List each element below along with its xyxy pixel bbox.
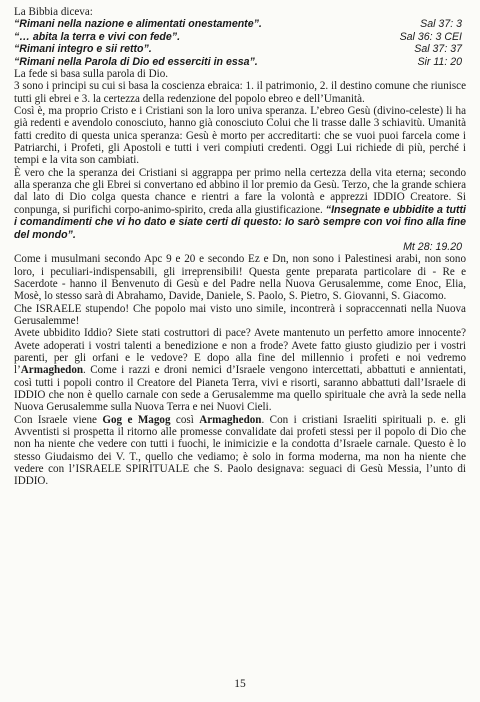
quote-list — [14, 18, 466, 68]
quote-ref: Sal 36: 3 CEI — [399, 30, 462, 43]
paragraph-hope-text: È vero che la speranza dei Cristiani si aggrappa per primo nella certezza della vita eterna; secondo alla speranza che gli Ebrei si convertano ed abbino il lor premio da Gesù. Terzo, che la grande schiera dal lato di Dio colga questa chance e rientri a fare la volontà e apprezzi IDDIO Creatore. Si conpunga, si purifichi corpo-animo-spirito, creda alla giustificazione. — [14, 166, 466, 216]
page-number: 15 — [234, 678, 246, 690]
paragraph-principles: 3 sono i principi su cui si basa la coscienza ebraica: 1. il patrimonio, 2. il destino comune che riunisce tutti gli ebrei e 3. la certezza della redenzione del popolo ebreo e dell’Umanità. — [14, 80, 466, 105]
quote-ref: Sir 11: 20 — [417, 55, 462, 68]
quote-text: “Rimani nella Parola di Dio ed esserciti in essa”. — [14, 55, 258, 68]
quote-ref: Sal 37: 37 — [414, 43, 462, 56]
paragraph-hope — [14, 167, 466, 241]
quote-text: “Rimani nella nazione e alimentati onestamente”. — [14, 18, 262, 31]
quote-row — [14, 18, 466, 30]
paragraph-questions-text-a: Avete ubbidito Iddio? Siete stati costruttori di pace? Avete mantenuto un perfetto amore innocente? Avete adoperati i vostri talenti a benedizione e non a frode? Avete fatto giusto giudizio per i vostri parenti, per gli orfani e le vedove? E dopo alla fine del millennio i profeti e noi vedremo l’ — [14, 327, 466, 377]
paragraph-questions-text-b: . Come i razzi e droni nemici d’Israele vengono intercettati, abbattuti e annientati, così tutti i popoli contro il Creatore del Pianeta Terra, vivi e risorti, saranno abbattuti dall’Israele di IDDIO che non è quello carnale con sede a Gerusalemme ma quello spirituale che avrà la sede nella Nuova Gerusalemme sulla Nuova Terra e nei Nuovi Cieli. — [14, 364, 466, 414]
quote-text: “Rimani integro e sii retto”. — [14, 43, 152, 56]
paragraph-muslims: Come i musulmani secondo Apc 9 e 20 e secondo Ez e Dn, non sono i Palestinesi arabi, non sono loro, i peculiari-indispensabili, gli irreprensibili! Questa gente preparata particolare di - Re e Sacerdote - hanno il Benvenuto di Gesù e del Padre nella Nuova Gerusalemme, come Enoc, Elia, Mosè, lo stesso sarà di Abrahamo, Davide, Daniele, S. Paolo, S. Pietro, S. Giovanni, S. Giacomo. — [14, 253, 466, 303]
header-line: La Bibbia diceva: — [14, 6, 93, 18]
paragraph-faith: La fede si basa sulla parola di Dio. — [14, 68, 169, 81]
quote-row — [14, 43, 466, 55]
paragraph-gog-magog — [14, 414, 466, 488]
matthew-ref: Mt 28: 19.20 — [403, 240, 462, 253]
quote-ref: Sal 37: 3 — [420, 18, 462, 31]
paragraph-christ: Così è, ma proprio Cristo e i Cristiani son la loro univa speranza. L’ebreo Gesù (divino-celeste) li ha già redenti e avendolo conosciuto, hanno già conosciuto Colui che li trasse dalle 3 schiavitù. Umanità fatti credito di questa unica speranza: Gesù è morto per accreditarti: che se vuoi puoi farcela come i Patriarchi, i Profeti, gli Apostoli e tutti i veri compiuti credenti. Oggi Lui richiede di più, perché i tempi e la vita son cambiati. — [14, 105, 466, 167]
armaghedon-term-2: Armaghedon — [199, 413, 262, 426]
gog-magog-term: Gog e Magog — [102, 413, 171, 426]
paragraph-gog-text-a: Con Israele viene — [14, 413, 103, 426]
armaghedon-term: Armaghedon — [20, 364, 84, 377]
paragraph-gog-text-c: . Con i cristiani Israeliti spirituali p. e. gli Avventisti si prospetta il ritorno alle promesse convalidate dai profeti stessi per il popolo di Dio che non ha niente che vedere con tutti i fuochi, le inimicizie e la condotta d’Israele carnale. Questo è lo stesso Giudaismo dei V. T., quello che vediamo; è solo in forma moderna, ma non ha niente che vedere con l’ISRAELE SPIRITUALE che S. Paolo designava: seguaci di Gesù Messia, l’unto di IDDIO. — [14, 413, 466, 488]
paragraph-israel: Che ISRAELE stupendo! Che popolo mai visto uno simile, incontrerà i sopraccennati nella Nuova Gerusalemme! — [14, 302, 466, 327]
paragraph-questions — [14, 327, 466, 413]
paragraph-gog-text-b: così — [170, 413, 200, 426]
quote-text: “… abita la terra e vivi con fede”. — [14, 30, 181, 43]
quote-row — [14, 31, 466, 43]
quote-row — [14, 56, 466, 68]
matthew-quote: “Insegnate e ubbidite a tutti i comandimenti che vi ho dato e siate certi di questo: Io sarò sempre con voi fino alla fine del mondo”. — [14, 203, 466, 241]
